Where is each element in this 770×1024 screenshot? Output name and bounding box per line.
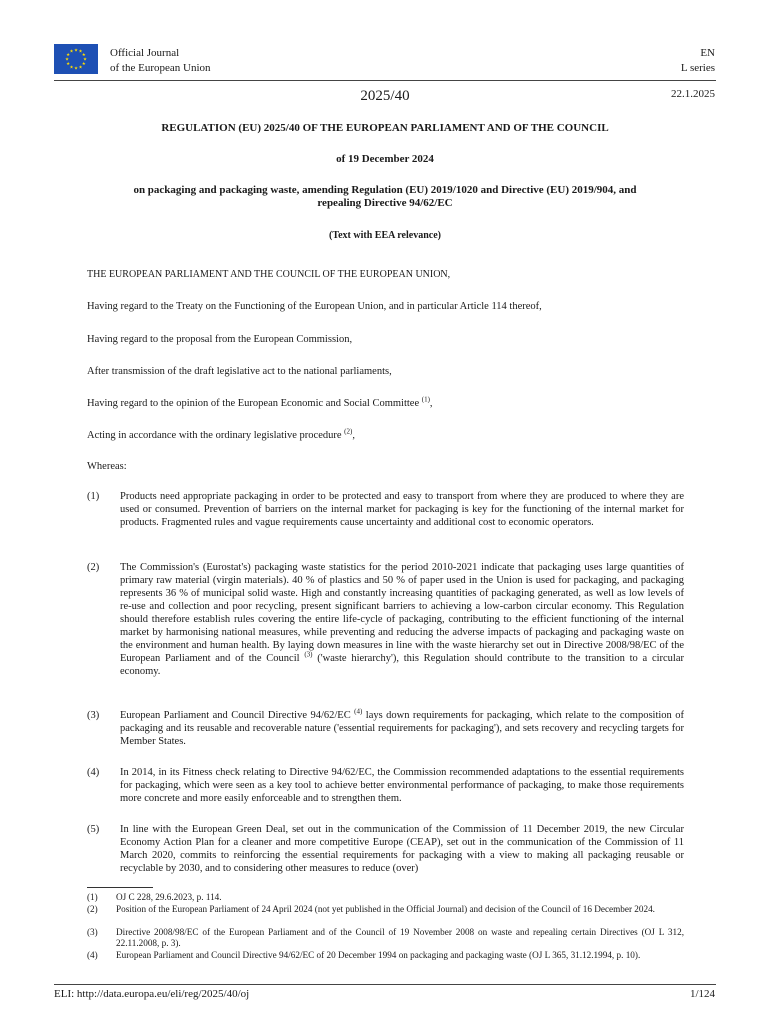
recital-number: (1) — [87, 491, 100, 502]
language-code: EN — [700, 47, 715, 59]
recital-text: In line with the European Green Deal, set out in the communication of the Commission of 11 December 2019, the new Circular Economy Action Plan for a cleaner and more competitive Europe (CEAP), set out in the communication of the Commission of 11 March 2020, commits to reinforcing the essential requirements for packaging with a view to making all packaging reusable or recyclable by 2030, and to considering other measures to reduce (over) — [120, 824, 684, 874]
footnote-1 — [87, 892, 684, 903]
recital-number: (4) — [87, 767, 100, 778]
svg-text:★: ★ — [66, 53, 71, 58]
regulation-subject: on packaging and packaging waste, amending Regulation (EU) 2019/1020 and Directive (EU) 2019/904, and repealing Directive 94/62/EC — [133, 184, 637, 209]
series-info — [681, 46, 715, 75]
recital-number: (2) — [87, 562, 100, 573]
preamble-citation-treaty: Having regard to the Treaty on the Functioning of the European Union, and in particular Article 114 thereof, — [87, 301, 542, 312]
recital-3 — [87, 707, 684, 749]
journal-title-line2: of the European Union — [110, 61, 211, 74]
preamble-intro: THE EUROPEAN PARLIAMENT AND THE COUNCIL OF THE EUROPEAN UNION, — [87, 269, 451, 280]
footnote-text: Position of the European Parliament of 24 April 2024 (not yet published in the Official Journal) and decision of the Council of 16 December 2024. — [116, 904, 655, 914]
svg-text:★: ★ — [69, 65, 74, 71]
footnote-number: (4) — [87, 950, 98, 960]
footnote-ref-3[interactable]: (3) — [304, 650, 313, 659]
footnote-ref-4[interactable]: (4) — [354, 707, 363, 716]
recital-text-part-b: ('waste hierarchy'), this Regulation should contribute to the transition to a circular economy. — [120, 652, 685, 677]
recital-4 — [87, 767, 684, 806]
journal-title — [110, 46, 211, 75]
recital-1 — [87, 491, 684, 530]
footnote-ref-2[interactable]: (2) — [344, 427, 353, 436]
svg-text:★: ★ — [81, 62, 86, 67]
footnote-text: European Parliament and Council Directive 94/62/EC of 20 December 1994 on packaging and packaging waste (OJ L 365, 31.12.1994, p. 10). — [116, 950, 641, 960]
footnote-number: (2) — [87, 904, 98, 914]
svg-text:★: ★ — [69, 49, 74, 55]
footnote-text: OJ C 228, 29.6.2023, p. 114. — [116, 892, 222, 902]
recital-text-part-a: European Parliament and Council Directive 94/62/EC — [120, 710, 351, 721]
svg-text:★: ★ — [78, 49, 83, 55]
svg-text:★: ★ — [81, 53, 86, 58]
preamble-citation-procedure-end: , — [352, 430, 355, 441]
document-number: 2025/40 — [360, 88, 410, 104]
header-divider — [54, 80, 716, 81]
footnote-3 — [87, 927, 684, 950]
footnote-4 — [87, 950, 684, 961]
footer-divider — [54, 984, 716, 985]
footnote-number: (3) — [87, 927, 98, 937]
recital-5 — [87, 824, 684, 876]
preamble-citation-transmission: After transmission of the draft legislative act to the national parliaments, — [87, 366, 392, 377]
svg-text:★: ★ — [82, 57, 88, 63]
preamble-citation-eesc-end: , — [429, 398, 433, 409]
preamble-citation-procedure-text: Acting in accordance with the ordinary legislative procedure — [87, 430, 342, 441]
preamble-citation-eesc-text: Having regard to the opinion of the European Economic and Social Committee — [87, 398, 420, 409]
recital-text-part-a: The Commission's (Eurostat's) packaging waste statistics for the period 2010-2021 indicate that packaging uses large quantities of primary raw material (virgin materials). 40 % of plastics and 50 % of paper used in the Union is used for packaging, and packaging represents 36 % of municipal solid waste. High and constantly increasing quantities of packaging generated, as well as low levels of re-use and collection and poor recycling, present significant barriers to achieving a low-carbon circular economy. This Regulation should therefore establish rules covering the entire life-cycle of packaging, contributing to the efficient functioning of the internal market by harmonising national measures, while preventing and reducing the adverse impacts of packaging and packaging waste on the environment and human health. By laying down measures in line with the waste hierarchy set out in Directive 2008/98/EC of the European Parliament and of the Council — [120, 562, 684, 664]
series-label: L series — [680, 61, 715, 74]
preamble-citation-eesc — [87, 397, 683, 410]
preamble-citation-proposal: Having regard to the proposal from the European Commission, — [87, 334, 353, 345]
recital-number: (3) — [87, 710, 100, 721]
footnote-number: (1) — [87, 892, 98, 902]
journal-title-line1: Official Journal — [110, 47, 180, 59]
svg-text:★: ★ — [73, 66, 79, 72]
footnote-2 — [87, 904, 684, 915]
whereas-label: Whereas: — [87, 461, 127, 472]
recital-text — [120, 707, 684, 749]
regulation-date: of 19 December 2024 — [336, 153, 434, 165]
svg-text:★: ★ — [64, 57, 70, 63]
eu-flag-logo — [54, 44, 98, 74]
recital-text: In 2014, in its Fitness check relating to Directive 94/62/EC, the Commission recommended adaptations to the essential requirements for packaging, which were seen as a key tool to achieve better environmental performance of packaging, to make those requirements more concrete and more easily enforceable and to strengthen them. — [120, 767, 684, 804]
publication-date: 22.1.2025 — [671, 88, 715, 100]
regulation-title: REGULATION (EU) 2025/40 OF THE EUROPEAN PARLIAMENT AND OF THE COUNCIL — [161, 122, 609, 134]
preamble-citation-procedure — [87, 429, 683, 442]
recital-2 — [87, 562, 684, 679]
recital-text: Products need appropriate packaging in order to be protected and easy to transport from where they are produced to where they are used or consumed. Prevention of barriers on the internal market for packaging is key for the functioning of the internal market for products. Fragmented rules and vague requirements cause uncertainty and additional cost to economic operators. — [120, 491, 684, 528]
eli-link[interactable]: ELI: http://data.europa.eu/eli/reg/2025/40/oj — [54, 988, 250, 1000]
page-number: 1/124 — [689, 988, 715, 1000]
svg-text:★: ★ — [66, 62, 71, 67]
footnote-text: Directive 2008/98/EC of the European Parliament and of the Council of 19 November 2008 on waste and repealing certain Directives (OJ L 312, 22.11.2008, p. 3). — [116, 927, 684, 949]
footnote-divider — [87, 887, 153, 888]
svg-text:★: ★ — [78, 65, 83, 71]
svg-text:★: ★ — [73, 48, 79, 54]
eea-relevance: (Text with EEA relevance) — [329, 230, 441, 241]
footnote-ref-1[interactable]: (1) — [421, 395, 430, 404]
recital-text-part-b: lays down requirements for packaging, which relate to the composition of packaging and its reusable and recoverable nature ('essential requirements for packaging'), and sets recovery and recycling targets for Member States. — [120, 710, 684, 747]
recital-number: (5) — [87, 824, 100, 835]
recital-text — [120, 562, 684, 679]
